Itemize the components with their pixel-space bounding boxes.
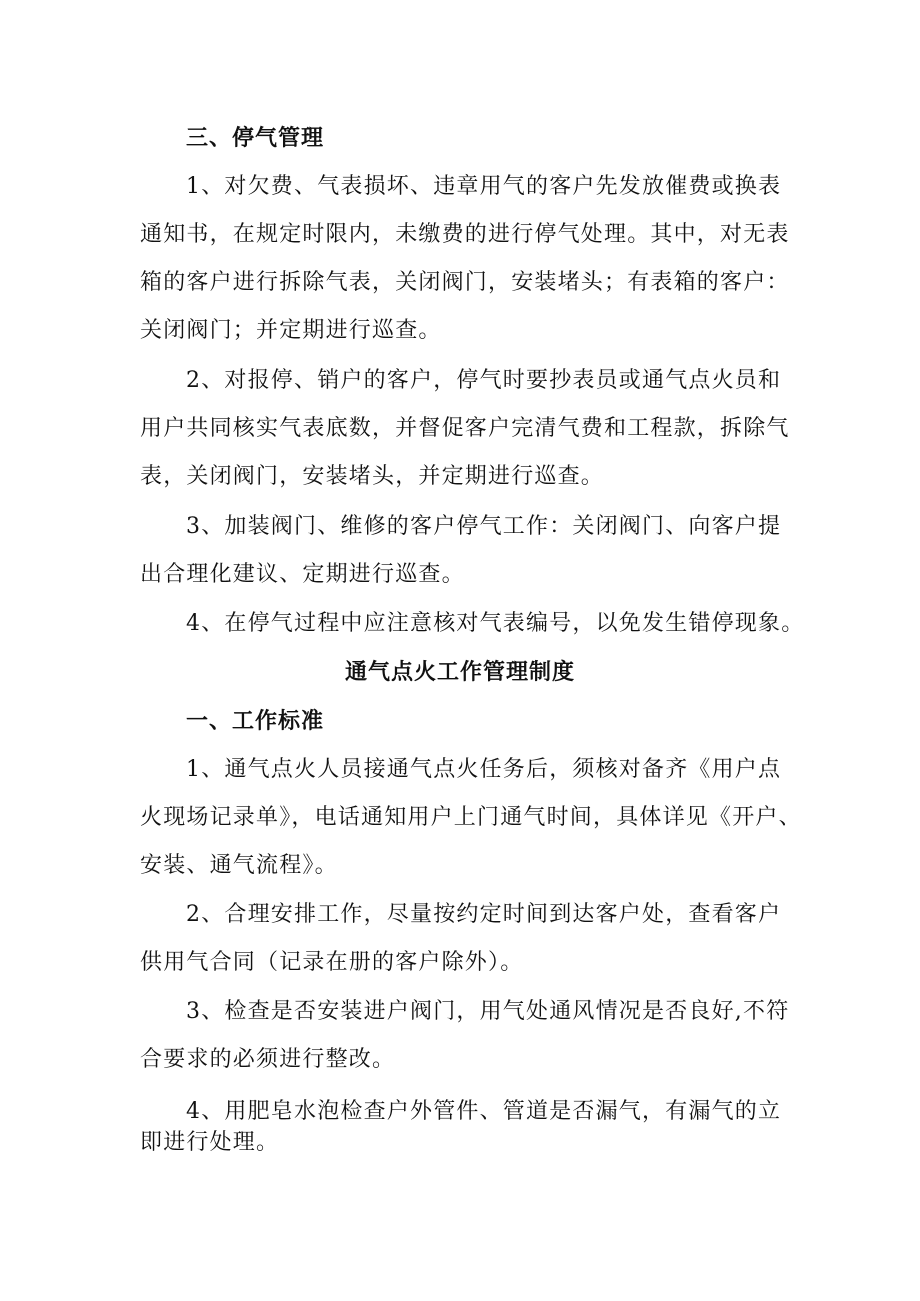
section-heading-shutoff: 三、停气管理 (186, 126, 325, 151)
paragraph-line: 关闭阀门；并定期进行巡查。 (140, 318, 442, 343)
paragraph-line: 火现场记录单》，电话通知用户上门通气时间，具体详见《开户、 (140, 805, 802, 830)
paragraph-line: 2、对报停、销户的客户，停气时要抄表员或通气点火员和 (186, 368, 782, 393)
paragraph-line: 2、合理安排工作，尽量按约定时间到达客户处，查看客户 (186, 902, 782, 927)
paragraph-line: 3、检查是否安装进户阀门，用气处通风情况是否良好,不符 (186, 999, 790, 1024)
section-heading-work-standard: 一、工作标准 (186, 709, 325, 734)
paragraph-line: 安装、通气流程》。 (140, 853, 338, 878)
document-title: 通气点火工作管理制度 (344, 660, 575, 685)
paragraph-line: 表，关闭阀门，安装堵头，并定期进行巡查。 (140, 464, 605, 489)
paragraph-line: 3、加装阀门、维修的客户停气工作：关闭阀门、向客户提 (186, 514, 782, 539)
paragraph-line: 1、对欠费、气表损坏、违章用气的客户先发放催费或换表 (186, 174, 782, 199)
paragraph-line: 1、通气点火人员接通气点火任务后，须核对备齐《用户点 (186, 757, 782, 782)
paragraph-line: 供用气合同（记录在册的客户除外）。 (140, 950, 524, 975)
paragraph-line: 用户共同核实气表底数，并督促客户完清气费和工程款，拆除气 (140, 416, 790, 441)
paragraph-line: 4、用肥皂水泡检查户外管件、管道是否漏气，有漏气的立 (186, 1099, 782, 1124)
paragraph-line: 4、在停气过程中应注意核对气表编号，以免发生错停现象。 (186, 611, 805, 636)
paragraph-line: 通知书，在规定时限内，未缴费的进行停气处理。其中，对无表 (140, 222, 790, 247)
paragraph-line: 合要求的必须进行整改。 (140, 1047, 396, 1072)
paragraph-line: 箱的客户进行拆除气表，关闭阀门，安装堵头；有表箱的客户： (140, 270, 790, 295)
paragraph-line: 出合理化建议、定期进行巡查。 (140, 562, 465, 587)
paragraph-line: 即进行处理。 (140, 1130, 280, 1155)
